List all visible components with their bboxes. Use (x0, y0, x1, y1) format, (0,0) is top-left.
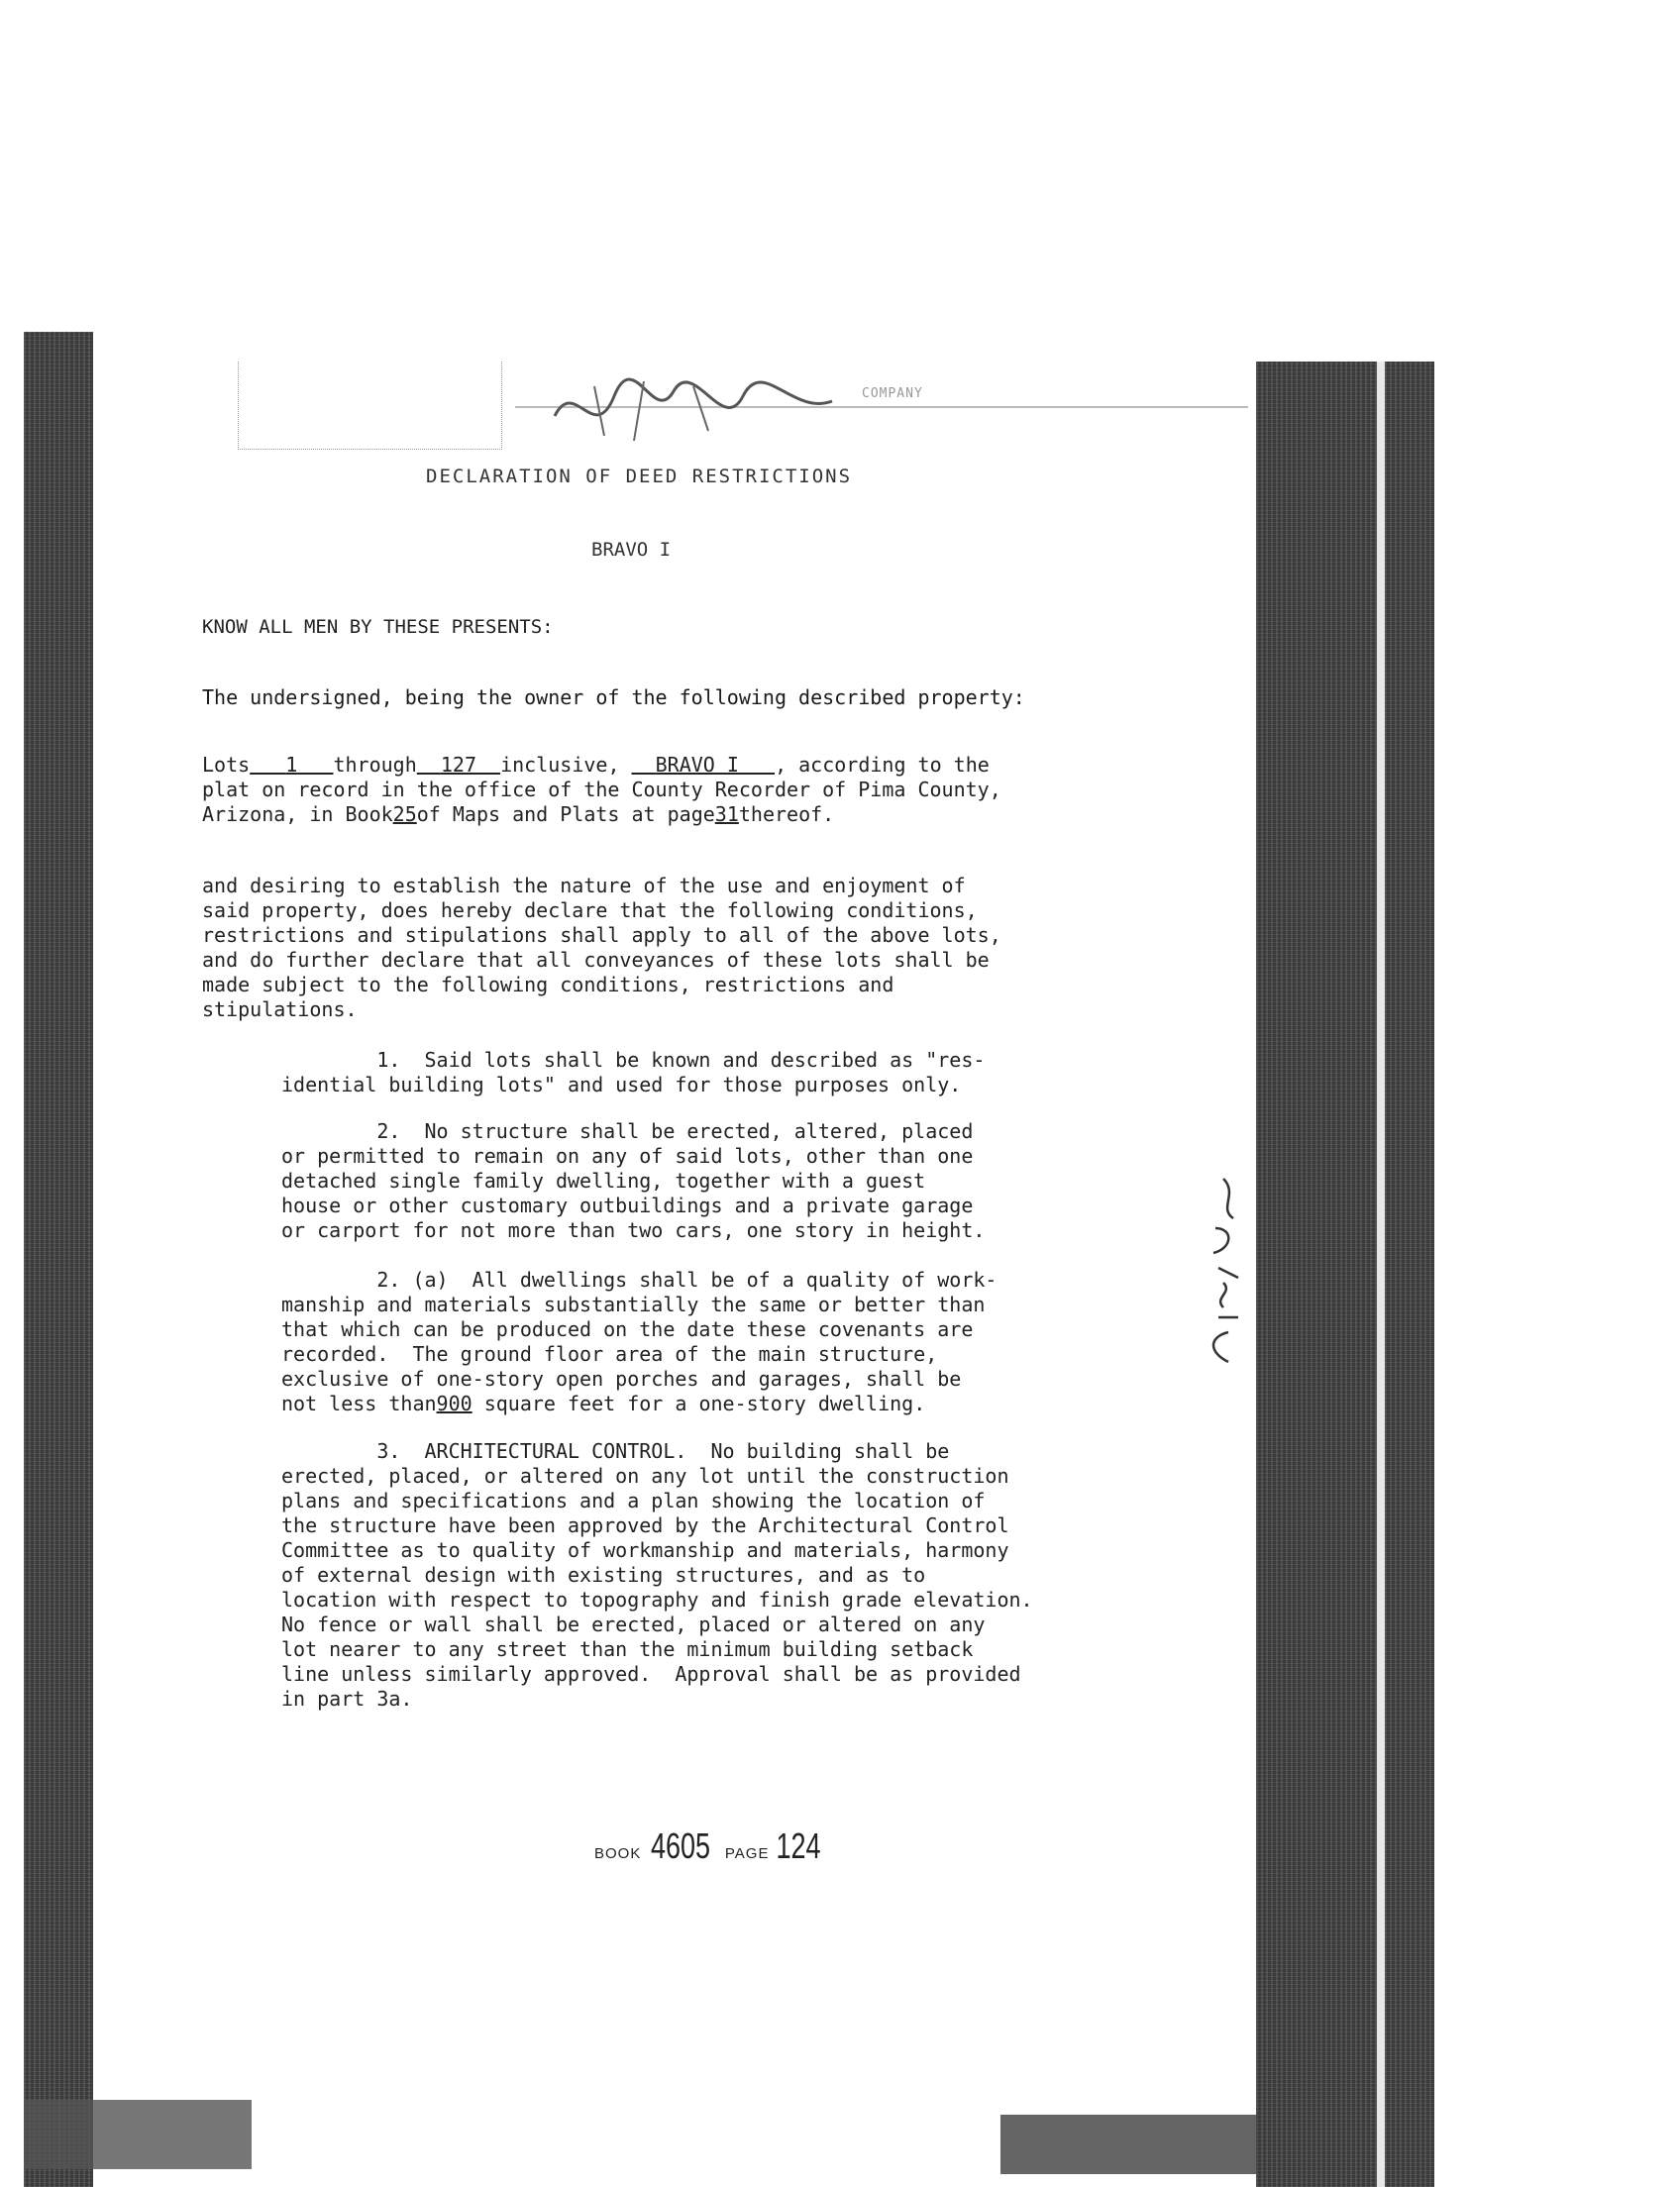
lot-from: 1 (285, 753, 298, 777)
lot-to: 127 (440, 753, 476, 777)
lots-paragraph (202, 753, 1001, 827)
scan-edge-gap (1377, 362, 1385, 2187)
page-number-ref: 31 (714, 802, 739, 826)
desire-paragraph: and desiring to establish the nature of the use and enjoyment of said property, does hereby declare that the following conditions, restrictions and stipulations shall apply to all of the above lots, and do further declare that all conveyances of these lots shall be made subject to the following conditions, restrictions and stipulations. (202, 874, 1001, 1021)
book-number: 25 (392, 802, 417, 826)
document-subtitle: BRAVO I (591, 539, 672, 561)
document-title: DECLARATION OF DEED RESTRICTIONS (426, 466, 853, 487)
scan-edge-right (1256, 362, 1434, 2187)
scan-edge-bottom-right (1000, 2115, 1258, 2174)
scan-edge-left (24, 332, 93, 2187)
restriction-3: 3. ARCHITECTURAL CONTROL. No building shall be erected, placed, or altered on any lot until the construction plans and specifications and a plan showing the location of the structure have been approved by the Architectural Control Committee as to quality of workmanship and materials, harmony of external design with existing structures, and as to location with respect to topography and finish grade elevation. No fence or wall shall be erected, placed or altered on any lot nearer to any street than the minimum building setback line unless similarly approved. Approval shall be as provided in part 3a. (281, 1439, 1033, 1711)
lots-text-line3a: Arizona, in Book (202, 802, 393, 826)
header-faded-stamp: COMPANY (862, 386, 923, 401)
margin-handwriting (1194, 1169, 1253, 1367)
lots-text-line3c: thereof. (738, 802, 835, 826)
header-stamp-box (238, 362, 502, 450)
page-label: PAGE (724, 1845, 770, 1862)
book-label: BOOK (594, 1845, 642, 1862)
book-stamp-number: 4605 (651, 1825, 711, 1866)
lots-text-d: , according to the (775, 753, 990, 777)
restriction-2a: 2. (a) All dwellings shall be of a quality of work- manship and materials substantially the same or better than that which can be produced on the date these covenants are recorded. The ground floor area of the main structure, exclusive of one-story open porches and garages, shall be not less than900 square feet for a one-story dwelling. (281, 1268, 998, 1415)
lots-text-c: inclusive, (500, 753, 620, 777)
book-page-stamp (594, 1825, 829, 1867)
know-all-line: KNOW ALL MEN BY THESE PRESENTS: (202, 616, 554, 638)
restriction-1: 1. Said lots shall be known and described as "res- idential building lots" and used for those purposes only. (281, 1048, 986, 1096)
restriction-2: 2. No structure shall be erected, altered, placed or permitted to remain on any of said lots, other than one detached single family dwelling, together with a guest house or other customary outbuildings and a private garage or carport for not more than two cars, one story in height. (281, 1119, 986, 1242)
min-square-feet: 900 (436, 1392, 472, 1415)
signature-mark (535, 357, 862, 466)
scan-edge-bottom-left (24, 2100, 252, 2169)
intro-paragraph: The undersigned, being the owner of the following described property: (202, 685, 1025, 709)
lots-text-line2: plat on record in the office of the County Recorder of Pima County, (202, 778, 1001, 801)
subdivision-name: BRAVO I (655, 753, 739, 777)
page-stamp-number: 124 (776, 1825, 822, 1866)
lots-text-a: Lots (202, 753, 251, 777)
lots-text-line3b: of Maps and Plats at page (416, 802, 715, 826)
lots-text-b: through (333, 753, 417, 777)
